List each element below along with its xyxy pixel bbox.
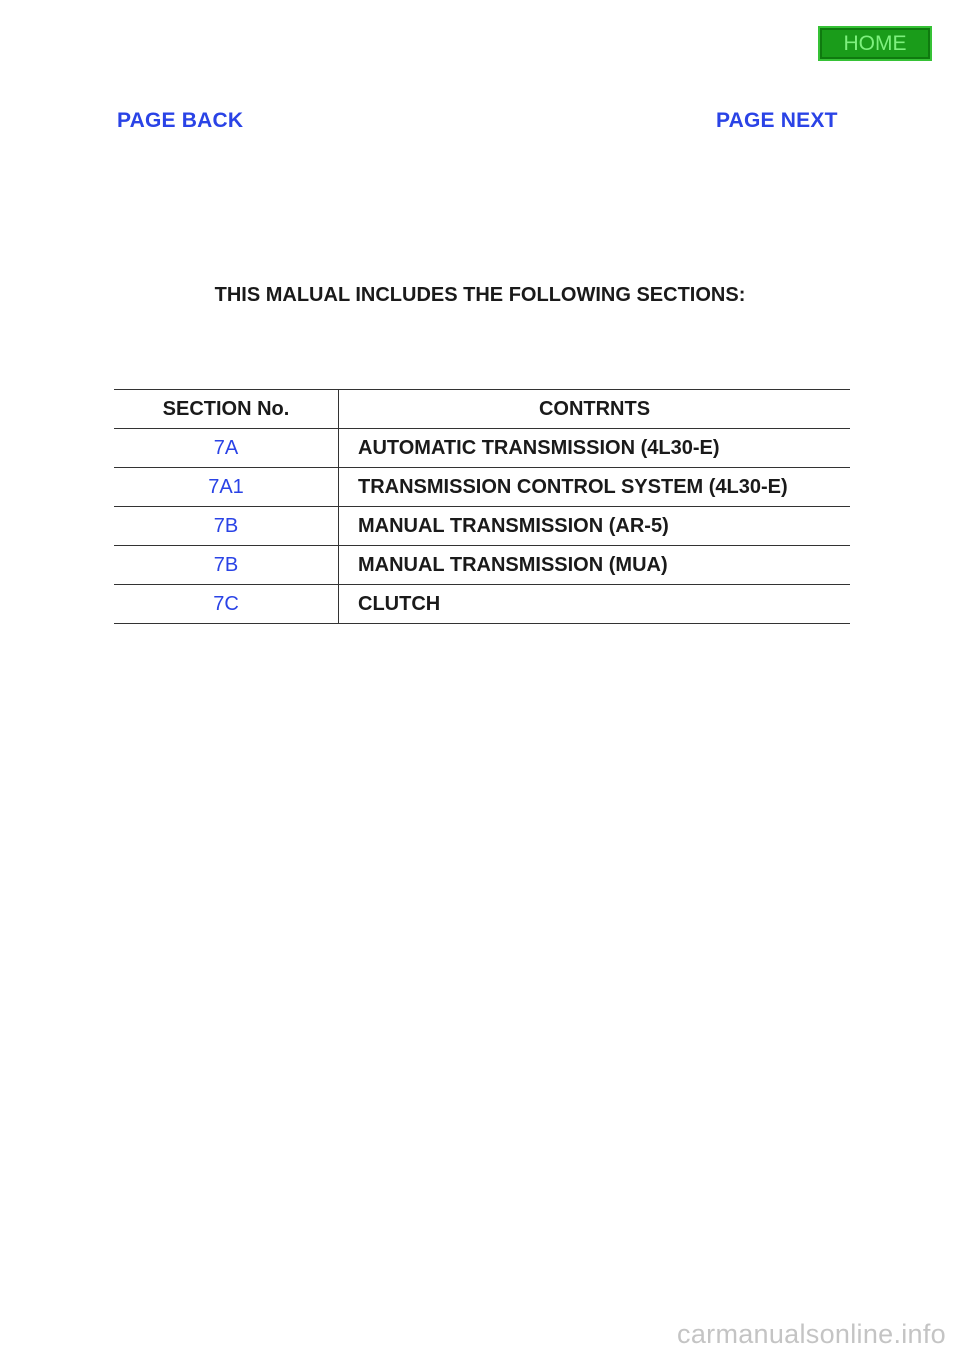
- section-cell: [114, 429, 339, 468]
- sections-table: [114, 389, 850, 624]
- table-row: [114, 585, 850, 624]
- section-cell: [114, 468, 339, 507]
- page-next-link[interactable]: PAGE NEXT: [716, 109, 838, 132]
- section-cell: [114, 546, 339, 585]
- section-link[interactable]: 7B: [213, 514, 239, 537]
- contents-cell: [339, 546, 851, 585]
- home-button[interactable]: HOME: [818, 26, 932, 61]
- section-link[interactable]: 7A: [213, 436, 239, 459]
- table-row: [114, 429, 850, 468]
- header-contents: CONTRNTS: [339, 390, 851, 429]
- contents-cell: [339, 507, 851, 546]
- section-title: MANUAL TRANSMISSION (AR-5): [358, 514, 669, 537]
- section-cell: [114, 585, 339, 624]
- table-row: [114, 468, 850, 507]
- section-link[interactable]: 7B: [213, 553, 239, 576]
- section-cell: [114, 507, 339, 546]
- contents-cell: [339, 468, 851, 507]
- section-link[interactable]: 7A1: [208, 475, 244, 498]
- table-row: [114, 546, 850, 585]
- section-title: CLUTCH: [358, 592, 441, 615]
- contents-cell: [339, 429, 851, 468]
- table-row: [114, 507, 850, 546]
- section-title: MANUAL TRANSMISSION (MUA): [358, 553, 668, 576]
- watermark: carmanualsonline.info: [677, 1319, 946, 1349]
- header-section-no: SECTION No.: [114, 390, 339, 429]
- table-header-row: [114, 390, 850, 429]
- contents-cell: [339, 585, 851, 624]
- section-title: TRANSMISSION CONTROL SYSTEM (4L30-E): [358, 475, 788, 498]
- page-heading: THIS MALUAL INCLUDES THE FOLLOWING SECTIONS:: [214, 284, 746, 306]
- page-back-link[interactable]: PAGE BACK: [117, 109, 244, 132]
- section-title: AUTOMATIC TRANSMISSION (4L30-E): [358, 436, 720, 459]
- section-link[interactable]: 7C: [213, 592, 239, 615]
